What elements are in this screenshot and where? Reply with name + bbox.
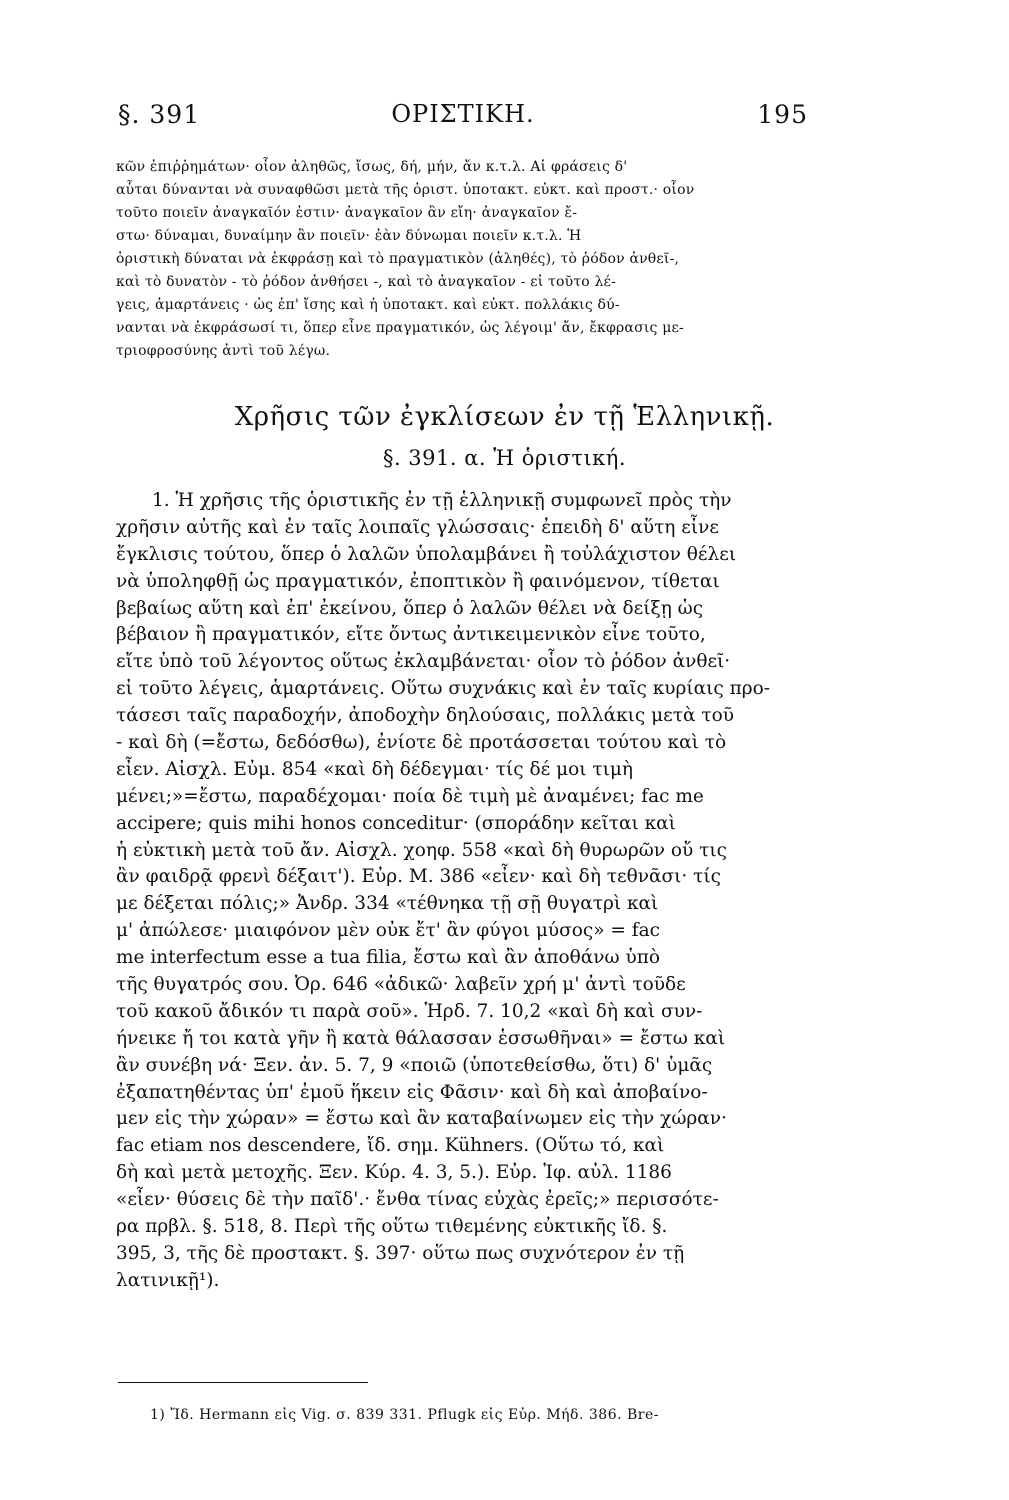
text-line: ἂν συνέβη νά· Ξεν. ἀν. 5. 7, 9 «ποιῶ (ὑποτεθείσθω, ὅτι) δ' ὑμᾶς <box>116 1054 713 1076</box>
text-line: τῆς θυγατρός σου. Ὀρ. 646 «ἀδικῶ· λαβεῖν χρή μ' ἀντὶ τοῦδε <box>116 974 686 996</box>
text-line: fac etiam nos descendere, ἴδ. σημ. Kühners. (Οὕτω τό, καὶ <box>116 1135 665 1157</box>
text-line: καὶ τὸ δυνατὸν - τὸ ῥόδον ἀνθήσει -, καὶ τὸ ἀναγκαῖον - εἰ τοῦτο λέ- <box>116 274 617 290</box>
text-line: ἡ εὐκτικὴ μετὰ τοῦ ἄν. Αἰσχλ. χοηφ. 558 «καὶ δὴ θυρωρῶν οὔ τις <box>116 839 728 861</box>
text-line: κῶν ἐπιῤῥημάτων· οἷον ἀληθῶς, ἴσως, δή, μήν, ἄν κ.τ.λ. Αἱ φράσεις δ' <box>116 159 628 175</box>
text-line: μένει;»=ἔστω, παραδέχομαι· ποία δὲ τιμὴ μὲ ἀναμένει; fac me <box>116 785 704 807</box>
text-line: βέβαιον ἢ πραγματικόν, εἴτε ὄντως ἀντικειμενικὸν εἶνε τοῦτο, <box>116 624 706 646</box>
text-line: εἴτε ὑπὸ τοῦ λέγοντος οὕτως ἐκλαμβάνεται· οἷον τὸ ῥόδον ἀνθεῖ· <box>116 651 731 673</box>
section-number: §. 391 <box>118 100 201 129</box>
section-heading: Χρῆσις τῶν ἐγκλίσεων ἐν τῇ Ἑλληνικῇ. <box>234 402 775 432</box>
text-line: ρα πρβλ. §. 518, 8. Περὶ τῆς οὕτω τιθεμένης εὐκτικῆς ἴδ. §. <box>116 1216 668 1238</box>
text-line: «εἶεν· θύσεις δὲ τὴν παῖδ'.· ἔνθα τίνας εὐχὰς ἐρεῖς;» περισσότε- <box>116 1189 719 1211</box>
text-line: λατινικῇ¹). <box>116 1269 220 1291</box>
text-line: χρῆσιν αὐτῆς καὶ ἐν ταῖς λοιπαῖς γλώσσαις· ἐπειδὴ δ' αὕτη εἶνε <box>116 516 719 538</box>
text-line: μ' ἀπώλεσε· μιαιφόνον μὲν οὐκ ἔτ' ἂν φύγοι μύσος» = fac <box>116 920 661 942</box>
running-title: ΟΡΙΣΤΙΚΗ. <box>391 100 535 128</box>
text-line: τοῦτο ποιεῖν ἀναγκαῖόν ἐστιν· ἀναγκαῖον ἂν εἴη· ἀναγκαῖον ἔ- <box>116 205 578 221</box>
text-line: εἰ τοῦτο λέγεις, ἁμαρτάνεις. Οὕτω συχνάκις καὶ ἐν ταῖς κυρίαις προ- <box>116 678 771 700</box>
text-line: ἐξαπατηθέντας ὑπ' ἐμοῦ ἥκειν εἰς Φᾶσιν· καὶ δὴ καὶ ἀποβαίνο- <box>116 1081 708 1103</box>
text-line: ὁριστικὴ δύναται νὰ ἐκφράσῃ καὶ τὸ πραγματικὸν (ἀληθές), τὸ ῥόδον ἀνθεῖ-, <box>116 251 680 267</box>
subsection-heading: §. 391. α. Ἡ ὁριστική. <box>382 446 627 470</box>
body-text <box>116 488 810 1295</box>
page-number: 195 <box>757 100 808 129</box>
text-line: βεβαίως αὕτη καὶ ἐπ' ἐκείνου, ὅπερ ὁ λαλῶν θέλει νὰ δείξῃ ὡς <box>116 597 704 619</box>
text-line: ἔγκλισις τούτου, ὅπερ ὁ λαλῶν ὑπολαμβάνει ἢ τοὐλάχιστον θέλει <box>116 543 737 565</box>
text-line: αὗται δύνανται νὰ συναφθῶσι μετὰ τῆς ὁριστ. ὑποτακτ. εὐκτ. καὶ προστ.· οἷον <box>116 182 695 198</box>
text-line: 1. Ἡ χρῆσις τῆς ὁριστικῆς ἐν τῇ ἑλληνικῇ συμφωνεῖ πρὸς τὴν <box>152 490 732 511</box>
text-line: μεν εἰς τὴν χώραν» = ἔστω καὶ ἂν καταβαίνωμεν εἰς τὴν χώραν· <box>116 1108 727 1130</box>
text-line: με δέξεται πόλις;» Ἀνδρ. 334 «τέθνηκα τῇ σῇ θυγατρὶ καὶ <box>116 893 659 915</box>
text-line: νὰ ὑποληφθῇ ὡς πραγματικόν, ἐποπτικὸν ἢ φαινόμενον, τίθεται <box>116 570 720 592</box>
text-line: τάσεσι ταῖς παραδοχήν, ἀποδοχὴν δηλούσαις, πολλάκις μετὰ τοῦ <box>116 705 734 727</box>
text-line: τριοφροσύνης ἀντὶ τοῦ λέγω. <box>116 343 331 359</box>
text-line: στω· δύναμαι, δυναίμην ἂν ποιεῖν· ἐὰν δύνωμαι ποιεῖν κ.τ.λ. Ἡ <box>116 228 582 244</box>
footnote: 1) Ἴδ. Hermann εἰς Vig. σ. 839 331. Pflugk εἰς Εὐρ. Μήδ. 386. Bre- <box>150 1407 659 1423</box>
text-line: me interfectum esse a tua filia, ἔστω καὶ ἂν ἀποθάνω ὑπὸ <box>116 947 660 969</box>
text-line: δὴ καὶ μετὰ μετοχῆς. Ξεν. Κύρ. 4. 3, 5.). Εὐρ. Ἰφ. αὐλ. 1186 <box>116 1162 672 1184</box>
text-line: ἂν φαιδρᾷ φρενὶ δέξαιτ'). Εὐρ. Μ. 386 «εἶεν· καὶ δὴ τεθνᾶσι· τίς <box>116 866 721 888</box>
text-line: εἶεν. Αἰσχλ. Εὐμ. 854 «καὶ δὴ δέδεγμαι· τίς δέ μοι τιμὴ <box>116 758 633 780</box>
text-line: τοῦ κακοῦ ἄδικόν τι παρὰ σοῦ». Ἡρδ. 7. 10,2 «καὶ δὴ καὶ συν- <box>116 1000 703 1022</box>
running-header <box>118 100 808 140</box>
small-print-paragraph <box>116 156 808 363</box>
text-line: - καὶ δὴ (=ἔστω, δεδόσθω), ἐνίοτε δὲ προτάσσεται τούτου καὶ τὸ <box>116 732 727 754</box>
text-line: 395, 3, τῆς δὲ προστακτ. §. 397· οὕτω πως συχνότερον ἐν τῇ <box>116 1242 685 1264</box>
text-line: ήνεικε ἤ τοι κατὰ γῆν ἢ κατὰ θάλασσαν ἑσσωθῆναι» = ἔστω καὶ <box>116 1027 726 1049</box>
text-line: γεις, ἁμαρτάνεις · ὡς ἐπ' ἴσης καὶ ἡ ὑποτακτ. καὶ εὐκτ. πολλάκις δύ- <box>116 297 620 313</box>
text-line: νανται νὰ ἐκφράσωσί τι, ὅπερ εἶνε πραγματικόν, ὡς λέγοιμ' ἄν, ἔκφρασις με- <box>116 320 684 336</box>
text-line: accipere; quis mihi honos conceditur· (σποράδην κεῖται καὶ <box>116 812 676 834</box>
footnote-rule <box>118 1382 368 1383</box>
